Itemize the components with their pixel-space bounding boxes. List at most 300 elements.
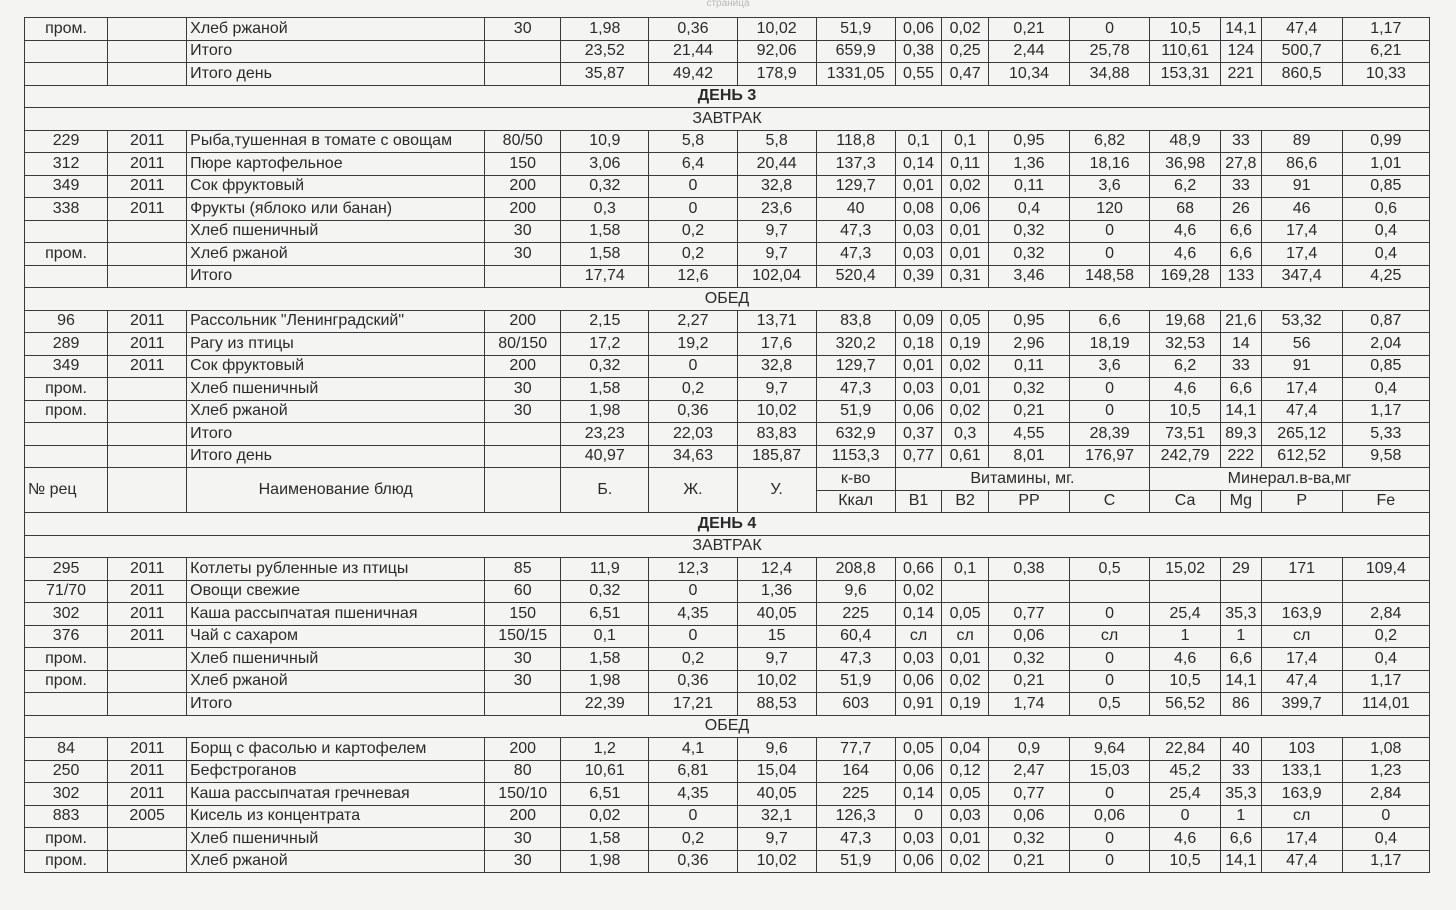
cell-vit-pp: 4,55: [988, 423, 1069, 446]
cell-fat: 0,2: [649, 828, 737, 851]
cell-fat: 22,03: [649, 423, 737, 446]
cell-vit-c: 0: [1070, 243, 1150, 266]
cell-dish-name: Итого день: [187, 63, 485, 86]
cell-carbs: 9,7: [737, 243, 816, 266]
cell-carbs: 9,7: [737, 828, 816, 851]
cell-kcal: 137,3: [816, 153, 895, 176]
cell-year: 2005: [108, 805, 187, 828]
cell-portion: 85: [485, 558, 561, 581]
cell-carbs: 9,7: [737, 378, 816, 401]
cell-protein: 17,74: [561, 265, 649, 288]
cell-vit-pp: 0,77: [988, 783, 1069, 806]
cell-min-p: 133,1: [1261, 760, 1342, 783]
cell-min-ca: 32,53: [1150, 333, 1221, 356]
cell-kcal: 51,9: [816, 850, 895, 873]
day3-breakfast-rows: [25, 130, 1430, 288]
cell-portion: 30: [485, 648, 561, 671]
cell-year: [108, 445, 187, 468]
cell-vit-pp: 3,46: [988, 265, 1069, 288]
cell-portion: 150/10: [485, 783, 561, 806]
cell-min-ca: 169,28: [1150, 265, 1221, 288]
cell-year: [108, 828, 187, 851]
cell-min-fe: 1,17: [1342, 400, 1429, 423]
cell-vit-pp: 0,32: [988, 378, 1069, 401]
cell-min-p: 47,4: [1261, 400, 1342, 423]
cell-fat: 4,35: [649, 603, 737, 626]
day4-lunch-rows: [25, 738, 1430, 873]
cell-vit-b2: 0,05: [942, 603, 989, 626]
cell-recipe-no: пром.: [25, 400, 108, 423]
cell-min-ca: 10,5: [1150, 18, 1221, 41]
nutrition-table: [24, 17, 1430, 873]
cell-portion: 200: [485, 355, 561, 378]
cell-dish-name: Итого день: [187, 445, 485, 468]
cell-min-fe: 2,84: [1342, 783, 1429, 806]
cell-dish-name: Хлеб пшеничный: [187, 378, 485, 401]
cell-vit-b2: 0,05: [942, 310, 989, 333]
header-portion: [485, 468, 561, 513]
cell-min-ca: 45,2: [1150, 760, 1221, 783]
cell-dish-name: Хлеб пшеничный: [187, 648, 485, 671]
cell-min-ca: 68: [1150, 198, 1221, 221]
cell-min-p: 17,4: [1261, 378, 1342, 401]
cell-min-fe: 0,4: [1342, 243, 1429, 266]
cell-min-mg: 14: [1221, 333, 1262, 356]
table-row: [25, 333, 1430, 356]
cell-min-fe: 0: [1342, 805, 1429, 828]
cell-min-mg: 33: [1221, 355, 1262, 378]
cell-kcal: 520,4: [816, 265, 895, 288]
cell-dish-name: Итого: [187, 40, 485, 63]
cell-vit-b1: 0,03: [895, 828, 942, 851]
cell-recipe-no: 302: [25, 603, 108, 626]
cell-portion: 80: [485, 760, 561, 783]
cell-vit-c: [1070, 580, 1150, 603]
cell-min-ca: 22,84: [1150, 738, 1221, 761]
cell-carbs: 40,05: [737, 603, 816, 626]
cell-min-ca: 56,52: [1150, 693, 1221, 716]
cell-min-fe: 0,4: [1342, 220, 1429, 243]
cell-recipe-no: 84: [25, 738, 108, 761]
cell-min-ca: 4,6: [1150, 828, 1221, 851]
cell-vit-c: 3,6: [1070, 355, 1150, 378]
cell-protein: 22,39: [561, 693, 649, 716]
cell-min-ca: 0: [1150, 805, 1221, 828]
cell-vit-b2: 0,05: [942, 783, 989, 806]
cell-min-ca: 10,5: [1150, 400, 1221, 423]
cell-min-fe: 1,23: [1342, 760, 1429, 783]
cell-fat: 5,8: [649, 130, 737, 153]
cell-vit-pp: 1,36: [988, 153, 1069, 176]
cell-vit-b2: 0,02: [942, 355, 989, 378]
cell-kcal: 603: [816, 693, 895, 716]
cell-kcal: 129,7: [816, 355, 895, 378]
cell-portion: 30: [485, 243, 561, 266]
cell-dish-name: Хлеб ржаной: [187, 850, 485, 873]
table-row: [25, 558, 1430, 581]
day3-lunch-rows: [25, 310, 1430, 468]
cell-year: 2011: [108, 198, 187, 221]
cell-kcal: 51,9: [816, 18, 895, 41]
cell-min-mg: 14,1: [1221, 18, 1262, 41]
header-recipe: № рец: [25, 468, 108, 513]
cell-year: 2011: [108, 760, 187, 783]
cell-vit-b1: 0,66: [895, 558, 942, 581]
cell-portion: [485, 265, 561, 288]
day3-breakfast-title: ЗАВТРАК: [25, 108, 1430, 131]
cell-portion: [485, 423, 561, 446]
cell-dish-name: Фрукты (яблоко или банан): [187, 198, 485, 221]
cell-min-mg: 40: [1221, 738, 1262, 761]
cell-year: 2011: [108, 783, 187, 806]
cell-recipe-no: [25, 265, 108, 288]
cell-vit-pp: 0,21: [988, 850, 1069, 873]
cell-vit-c: 25,78: [1070, 40, 1150, 63]
cell-carbs: 12,4: [737, 558, 816, 581]
block-prev-day: [25, 18, 1430, 86]
cell-dish-name: Каша рассыпчатая пшеничная: [187, 603, 485, 626]
cell-min-mg: 29: [1221, 558, 1262, 581]
table-row: [25, 63, 1430, 86]
table-row: [25, 198, 1430, 221]
cell-protein: 0,32: [561, 355, 649, 378]
cell-min-p: 86,6: [1261, 153, 1342, 176]
cell-min-fe: 0,4: [1342, 648, 1429, 671]
cell-vit-pp: 0,11: [988, 355, 1069, 378]
cell-vit-c: 0: [1070, 220, 1150, 243]
cell-min-ca: 242,79: [1150, 445, 1221, 468]
cell-vit-b1: 0,01: [895, 175, 942, 198]
cell-year: 2011: [108, 153, 187, 176]
header-b: Б.: [561, 468, 649, 513]
cell-protein: 1,58: [561, 828, 649, 851]
cell-vit-pp: 0,95: [988, 310, 1069, 333]
cell-year: [108, 400, 187, 423]
cell-recipe-no: пром.: [25, 378, 108, 401]
cell-min-ca: 6,2: [1150, 175, 1221, 198]
cell-min-fe: 10,33: [1342, 63, 1429, 86]
cell-recipe-no: [25, 445, 108, 468]
cell-carbs: 17,6: [737, 333, 816, 356]
cell-recipe-no: [25, 220, 108, 243]
cell-recipe-no: 289: [25, 333, 108, 356]
cell-carbs: 15: [737, 625, 816, 648]
cell-min-p: 47,4: [1261, 670, 1342, 693]
cell-min-ca: [1150, 580, 1221, 603]
cell-fat: 0,36: [649, 670, 737, 693]
cell-protein: 1,58: [561, 648, 649, 671]
cell-vit-pp: [988, 580, 1069, 603]
cell-vit-b1: 0,39: [895, 265, 942, 288]
cell-vit-c: 120: [1070, 198, 1150, 221]
cell-min-ca: 25,4: [1150, 783, 1221, 806]
cell-vit-pp: 1,74: [988, 693, 1069, 716]
cell-min-fe: 2,84: [1342, 603, 1429, 626]
cell-dish-name: Хлеб пшеничный: [187, 220, 485, 243]
cell-min-mg: 14,1: [1221, 850, 1262, 873]
cell-dish-name: Итого: [187, 265, 485, 288]
cell-kcal: 126,3: [816, 805, 895, 828]
cell-year: [108, 378, 187, 401]
cell-min-fe: [1342, 580, 1429, 603]
table-row: [25, 378, 1430, 401]
header-zh: Ж.: [649, 468, 737, 513]
cell-kcal: 40: [816, 198, 895, 221]
cell-year: 2011: [108, 738, 187, 761]
cell-min-p: 171: [1261, 558, 1342, 581]
cell-vit-pp: 0,9: [988, 738, 1069, 761]
cell-year: [108, 220, 187, 243]
cell-vit-c: 6,6: [1070, 310, 1150, 333]
cell-dish-name: Борщ с фасолью и картофелем: [187, 738, 485, 761]
cell-fat: 0,2: [649, 378, 737, 401]
cell-vit-b1: 0,06: [895, 850, 942, 873]
cell-min-ca: 1: [1150, 625, 1221, 648]
cell-recipe-no: [25, 40, 108, 63]
cell-vit-b2: 0,1: [942, 558, 989, 581]
cell-year: [108, 423, 187, 446]
cell-fat: 17,21: [649, 693, 737, 716]
cell-fat: 0: [649, 198, 737, 221]
cell-dish-name: Хлеб ржаной: [187, 400, 485, 423]
cell-year: [108, 648, 187, 671]
cell-min-fe: 0,4: [1342, 378, 1429, 401]
cell-protein: 1,98: [561, 670, 649, 693]
cell-min-p: 347,4: [1261, 265, 1342, 288]
cell-vit-b1: 0,77: [895, 445, 942, 468]
table-row: [25, 220, 1430, 243]
cell-vit-pp: 0,32: [988, 648, 1069, 671]
cell-vit-pp: 0,32: [988, 828, 1069, 851]
cell-vit-b2: 0,01: [942, 378, 989, 401]
cell-vit-pp: 0,06: [988, 625, 1069, 648]
cell-min-fe: 0,85: [1342, 175, 1429, 198]
cell-portion: [485, 63, 561, 86]
cell-fat: 0,36: [649, 400, 737, 423]
cell-portion: 30: [485, 220, 561, 243]
cell-min-mg: 14,1: [1221, 400, 1262, 423]
table-row: [25, 40, 1430, 63]
cell-recipe-no: 883: [25, 805, 108, 828]
cell-vit-c: 0,5: [1070, 558, 1150, 581]
cell-protein: 0,3: [561, 198, 649, 221]
cell-vit-b2: 0,02: [942, 850, 989, 873]
cell-min-mg: 35,3: [1221, 603, 1262, 626]
cell-min-fe: 1,01: [1342, 153, 1429, 176]
cell-vit-pp: 0,06: [988, 805, 1069, 828]
cell-vit-c: 0: [1070, 828, 1150, 851]
cell-portion: 30: [485, 670, 561, 693]
cell-vit-c: 0: [1070, 783, 1150, 806]
cell-vit-pp: 2,44: [988, 40, 1069, 63]
cell-fat: 0,2: [649, 243, 737, 266]
cell-protein: 1,58: [561, 243, 649, 266]
cell-vit-b1: 0,05: [895, 738, 942, 761]
cell-dish-name: Овощи свежие: [187, 580, 485, 603]
cell-portion: 200: [485, 805, 561, 828]
cell-fat: 0: [649, 625, 737, 648]
cell-vit-b1: 0,14: [895, 783, 942, 806]
cell-min-p: 56: [1261, 333, 1342, 356]
cell-portion: 200: [485, 310, 561, 333]
cell-carbs: 32,8: [737, 355, 816, 378]
cell-carbs: 185,87: [737, 445, 816, 468]
cell-portion: 200: [485, 738, 561, 761]
cell-recipe-no: [25, 63, 108, 86]
cell-kcal: 47,3: [816, 648, 895, 671]
cell-vit-b1: 0,06: [895, 18, 942, 41]
cell-kcal: 659,9: [816, 40, 895, 63]
cell-recipe-no: 295: [25, 558, 108, 581]
header-p: Р: [1261, 490, 1342, 513]
cell-min-fe: 0,85: [1342, 355, 1429, 378]
day4-breakfast-rows: [25, 558, 1430, 716]
cell-recipe-no: пром.: [25, 648, 108, 671]
cell-dish-name: Кисель из концентрата: [187, 805, 485, 828]
cell-vit-b2: 0,03: [942, 805, 989, 828]
cell-protein: 0,32: [561, 175, 649, 198]
cell-kcal: 51,9: [816, 670, 895, 693]
cell-year: 2011: [108, 175, 187, 198]
day4-breakfast-title: ЗАВТРАК: [25, 535, 1430, 558]
cell-min-fe: 0,87: [1342, 310, 1429, 333]
cell-vit-b1: 0,18: [895, 333, 942, 356]
cell-fat: 34,63: [649, 445, 737, 468]
day4-title-block: [25, 513, 1430, 558]
cell-recipe-no: пром.: [25, 243, 108, 266]
header-kcal-bottom: Ккал: [816, 490, 895, 513]
cell-kcal: 47,3: [816, 378, 895, 401]
cell-portion: 150: [485, 153, 561, 176]
cell-recipe-no: 229: [25, 130, 108, 153]
cell-min-mg: 14,1: [1221, 670, 1262, 693]
cell-carbs: 102,04: [737, 265, 816, 288]
cell-min-p: 46: [1261, 198, 1342, 221]
cell-year: [108, 693, 187, 716]
cell-vit-c: 3,6: [1070, 175, 1150, 198]
cell-year: 2011: [108, 558, 187, 581]
cell-min-ca: 15,02: [1150, 558, 1221, 581]
cell-min-mg: 1: [1221, 805, 1262, 828]
header-vitamins: Витамины, мг.: [895, 468, 1149, 491]
cell-min-mg: 6,6: [1221, 648, 1262, 671]
cell-kcal: 51,9: [816, 400, 895, 423]
day4-lunch-title: ОБЕД: [25, 715, 1430, 738]
cell-min-mg: 86: [1221, 693, 1262, 716]
cell-min-fe: 0,6: [1342, 198, 1429, 221]
table-row: [25, 850, 1430, 873]
cell-vit-b1: 0,14: [895, 603, 942, 626]
cell-min-mg: 33: [1221, 175, 1262, 198]
cell-min-fe: 109,4: [1342, 558, 1429, 581]
cell-carbs: 9,6: [737, 738, 816, 761]
cell-vit-b1: 0,03: [895, 648, 942, 671]
cell-dish-name: Рыба,тушенная в томате с овощам: [187, 130, 485, 153]
cell-vit-pp: 8,01: [988, 445, 1069, 468]
cell-min-ca: 6,2: [1150, 355, 1221, 378]
cell-vit-b2: 0,06: [942, 198, 989, 221]
cell-dish-name: Хлеб пшеничный: [187, 828, 485, 851]
cell-vit-c: 18,19: [1070, 333, 1150, 356]
day4-title: ДЕНЬ 4: [25, 513, 1430, 536]
cell-min-fe: 114,01: [1342, 693, 1429, 716]
cell-vit-b1: 0,03: [895, 220, 942, 243]
cell-min-fe: 1,08: [1342, 738, 1429, 761]
cell-recipe-no: [25, 693, 108, 716]
cell-protein: 1,98: [561, 400, 649, 423]
cell-dish-name: Хлеб ржаной: [187, 18, 485, 41]
cell-carbs: 92,06: [737, 40, 816, 63]
cell-fat: 12,6: [649, 265, 737, 288]
table-row: [25, 18, 1430, 41]
cell-carbs: 40,05: [737, 783, 816, 806]
cell-min-fe: 1,17: [1342, 18, 1429, 41]
table-row: [25, 603, 1430, 626]
cell-vit-c: сл: [1070, 625, 1150, 648]
cell-carbs: 178,9: [737, 63, 816, 86]
header-minerals: Минерал.в-ва,мг: [1150, 468, 1430, 491]
cell-vit-b2: 0,12: [942, 760, 989, 783]
cell-dish-name: Бефстроганов: [187, 760, 485, 783]
cell-min-p: 17,4: [1261, 243, 1342, 266]
table-row: [25, 400, 1430, 423]
cell-protein: 0,02: [561, 805, 649, 828]
cell-fat: 6,81: [649, 760, 737, 783]
cell-portion: 30: [485, 18, 561, 41]
cell-carbs: 15,04: [737, 760, 816, 783]
cell-vit-b2: 0,11: [942, 153, 989, 176]
cell-fat: 0: [649, 805, 737, 828]
cell-portion: 200: [485, 198, 561, 221]
cell-min-p: 103: [1261, 738, 1342, 761]
cell-vit-b1: 0: [895, 805, 942, 828]
cell-vit-b1: 0,38: [895, 40, 942, 63]
cell-min-p: 163,9: [1261, 603, 1342, 626]
cell-year: [108, 63, 187, 86]
cell-min-ca: 4,6: [1150, 648, 1221, 671]
table-row: [25, 828, 1430, 851]
cell-fat: 12,3: [649, 558, 737, 581]
cell-portion: 30: [485, 378, 561, 401]
cell-min-p: 47,4: [1261, 18, 1342, 41]
cell-vit-b1: 0,01: [895, 355, 942, 378]
cell-min-ca: 10,5: [1150, 670, 1221, 693]
cell-protein: 3,06: [561, 153, 649, 176]
header-mg: Мg: [1221, 490, 1262, 513]
table-row: [25, 580, 1430, 603]
cell-dish-name: Пюре картофельное: [187, 153, 485, 176]
day4-lunch-title-block: [25, 715, 1430, 738]
cell-protein: 1,58: [561, 378, 649, 401]
cell-vit-b1: 0,91: [895, 693, 942, 716]
cell-vit-b2: 0,3: [942, 423, 989, 446]
table-row: [25, 265, 1430, 288]
cell-vit-b1: 0,06: [895, 400, 942, 423]
cell-fat: 0,2: [649, 220, 737, 243]
cell-vit-pp: 0,32: [988, 220, 1069, 243]
cell-portion: 80/150: [485, 333, 561, 356]
cell-min-p: 17,4: [1261, 648, 1342, 671]
cell-protein: 40,97: [561, 445, 649, 468]
cell-vit-pp: 2,47: [988, 760, 1069, 783]
table-row: [25, 805, 1430, 828]
cell-min-ca: 153,31: [1150, 63, 1221, 86]
cell-min-ca: 19,68: [1150, 310, 1221, 333]
cell-carbs: 23,6: [737, 198, 816, 221]
cell-min-p: сл: [1261, 625, 1342, 648]
cell-protein: 0,32: [561, 580, 649, 603]
cell-year: 2011: [108, 625, 187, 648]
